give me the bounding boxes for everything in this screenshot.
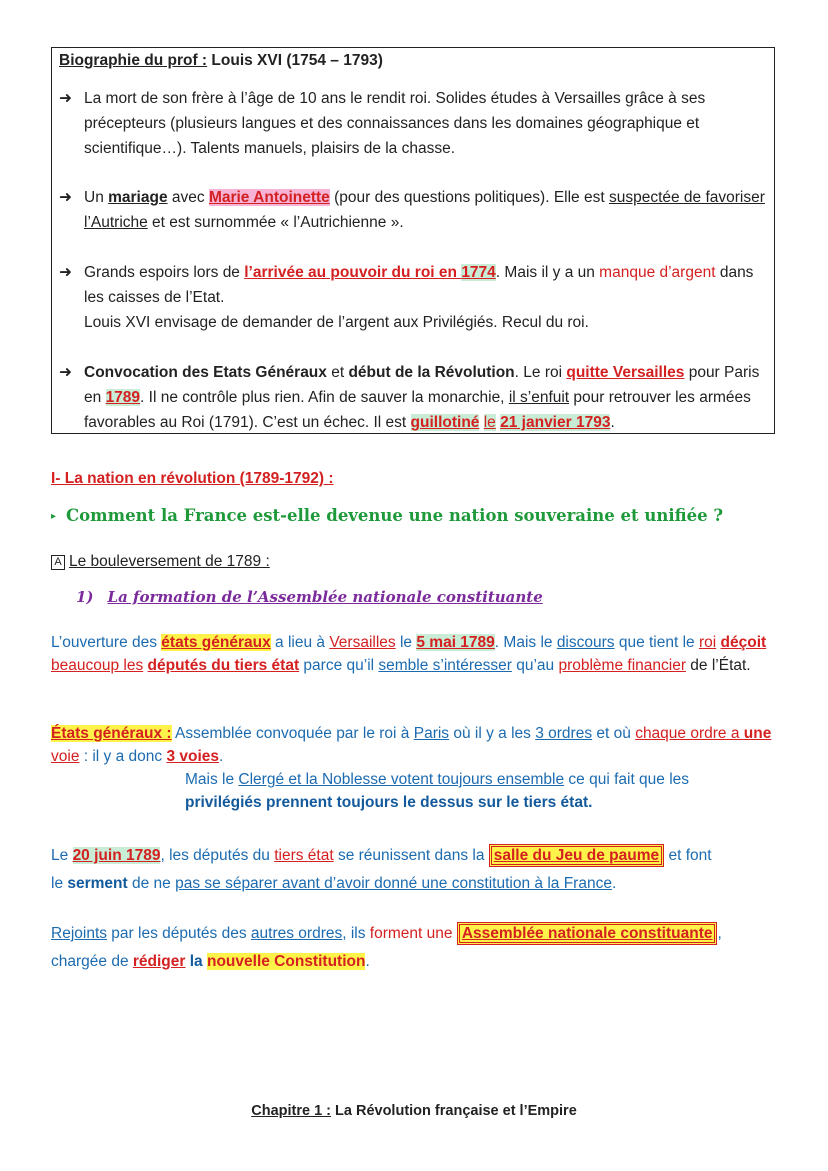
paragraph-ouverture: L’ouverture des états généraux a lieu à Versailles le 5 mai 1789. Mais le discours que tient le roi déçoit beaucoup les députés du tiers état parce qu’il semble s’intéresser qu’au problème financier de l’État. (51, 634, 767, 674)
paragraph-assemblee: Rejoints par les députés des autres ordres, ils forment une Assemblée nationale constituante , chargée de rédiger la nouvelle Constitution. (51, 920, 781, 976)
biography-item-4 (59, 360, 771, 435)
letter-a-box: A (51, 555, 65, 570)
year-1774: 1774 (461, 264, 496, 281)
subsection-1-heading (76, 588, 543, 606)
date-20-juin-1789: 20 juin 1789 (72, 847, 161, 864)
guillotine-term: guillotiné (410, 414, 480, 431)
paragraph-definition: États généraux : Assemblée convoquée par le roi à Paris où il y a les 3 ordres et où chaque ordre a une voie : il y a donc 3 voies. Mais le Clergé et la Noblesse votent toujours ensemble ce qui fait que les privilégiés prennent toujours le dessus sur le tiers état. (51, 725, 772, 811)
etats-generaux-term: états généraux (161, 634, 271, 651)
arrow-icon: ➜ (59, 189, 72, 206)
arrow-icon: ➜ (59, 264, 72, 281)
guiding-question (51, 506, 723, 525)
biography-item-1 (59, 86, 771, 161)
question-text: Comment la France est-elle devenue une nation souveraine et unifiée ? (66, 506, 723, 525)
enfuit-term: il s’enfuit (508, 389, 570, 406)
chaque-ordre-term: chaque ordre a une voie (51, 725, 772, 765)
subsection-1-title: La formation de l’Assemblée nationale constituante (107, 588, 543, 606)
biography-item-2 (59, 185, 771, 235)
date-5-mai-1789: 5 mai 1789 (416, 634, 495, 651)
page-footer (0, 1103, 828, 1119)
nouvelle-constitution-term: nouvelle Constitution (207, 953, 366, 970)
biography-item-3 (59, 260, 771, 335)
suspect-term: suspectée de favoriser l’Autriche (84, 189, 765, 231)
footer-chapter-label: Chapitre 1 : (251, 1103, 331, 1119)
manque-argent-term: manque d’argent (599, 264, 716, 281)
subsection-a-title: Le bouleversement de 1789 : (69, 553, 270, 570)
biography-item-4-text: Convocation des Etats Généraux et début de la Révolution. Le roi quitte Versailles pour Paris en 1789. Il ne contrôle plus rien. Afin de sauver la monarchie, il s’enfuit pour retrouver les armées favorables au Roi (1791). C’est un échec. Il est guillotiné le 21 janvier 1793. (84, 364, 760, 431)
trois-voies-term: 3 voies (166, 748, 220, 765)
biography-item-1-text: La mort de son frère à l’âge de 10 ans le rendit roi. Solides études à Versailles grâce à ses précepteurs (plusieurs langues et des connaissances dans les domaines géographique et scientifique…). Talents manuels, plaisirs de la chasse. (84, 90, 706, 157)
quitte-versailles-term: quitte Versailles (566, 364, 685, 381)
arrow-icon: ➜ (59, 364, 72, 381)
arrow-icon: ➜ (59, 90, 72, 107)
biography-title-label: Biographie du prof : (59, 52, 208, 69)
etats-generaux-label: États généraux : (51, 725, 172, 742)
assemblee-nationale-term: Assemblée nationale constituante (457, 922, 718, 945)
year-1789: 1789 (105, 389, 141, 406)
mariage-term: mariage (108, 189, 168, 206)
biography-item-2-text: Un mariage avec Marie Antoinette (pour des questions politiques). Elle est suspectée de favoriser l’Autriche et est surnommée « l’Autrichienne ». (84, 189, 765, 231)
biography-box (51, 47, 775, 434)
biography-item-3-text: Grands espoirs lors de l’arrivée au pouvoir du roi en 1774. Mais il y a un manque d’argent dans les caisses de l’Etat. Louis XVI envisage de demander de l’argent aux Privilégiés. Recul du roi. (84, 264, 754, 331)
section-title: I- La nation en révolution (1789-1792) : (51, 470, 334, 487)
date-21-janvier-1793: 21 janvier 1793 (500, 414, 611, 431)
subsection-a-heading (51, 553, 270, 571)
biography-title (59, 52, 383, 70)
arrivee-term: l’arrivée au pouvoir du roi en (244, 264, 462, 281)
biography-title-name: Louis XVI (1754 – 1793) (211, 52, 383, 69)
salle-jeu-de-paume-term: salle du Jeu de paume (489, 844, 664, 867)
bullet-icon: ▸ (51, 511, 57, 522)
subsection-1-number: 1) (76, 588, 94, 606)
paragraph-jeu-de-paume: Le 20 juin 1789, les députés du tiers état se réunissent dans la salle du Jeu de paume et font le serment de ne pas se séparer avant d’avoir donné une constitution à la France. (51, 842, 781, 898)
marie-antoinette-term: Marie Antoinette (208, 189, 330, 206)
footer-chapter-title: La Révolution française et l’Empire (331, 1103, 577, 1119)
